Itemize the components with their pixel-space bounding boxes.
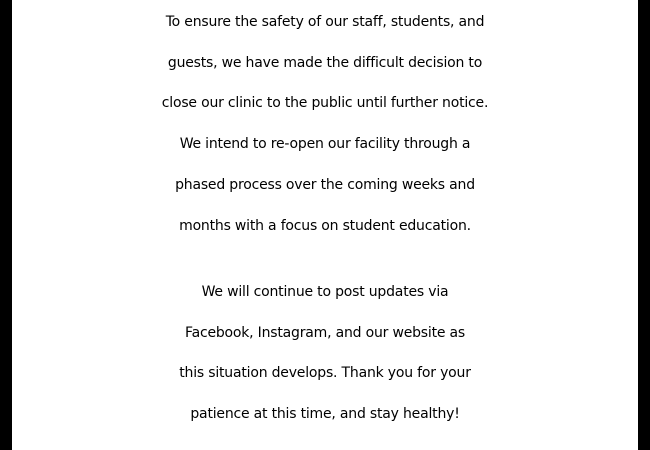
notice-line: close our clinic to the public until further notice. [161, 95, 489, 112]
notice-line: To ensure the safety of our staff, students, and [165, 14, 485, 30]
notice-line: this situation develops. Thank you for your [179, 365, 471, 382]
notice-line: guests, we have made the difficult decision to [167, 54, 483, 71]
notice-line: phased process over the coming weeks and [175, 176, 475, 193]
notice-paragraph-closure [12, 2, 638, 246]
notice-panel [12, 0, 638, 450]
notice-line: Facebook, Instagram, and our website as [185, 324, 465, 341]
notice-line: patience at this time, and stay healthy! [190, 406, 460, 423]
notice-line: We intend to re-open our facility through a [179, 136, 471, 153]
notice-line: months with a focus on student education. [179, 217, 471, 234]
notice-line: We will continue to post updates via [201, 284, 449, 300]
notice-paragraph-updates [12, 272, 638, 435]
notice-content [12, 0, 638, 450]
